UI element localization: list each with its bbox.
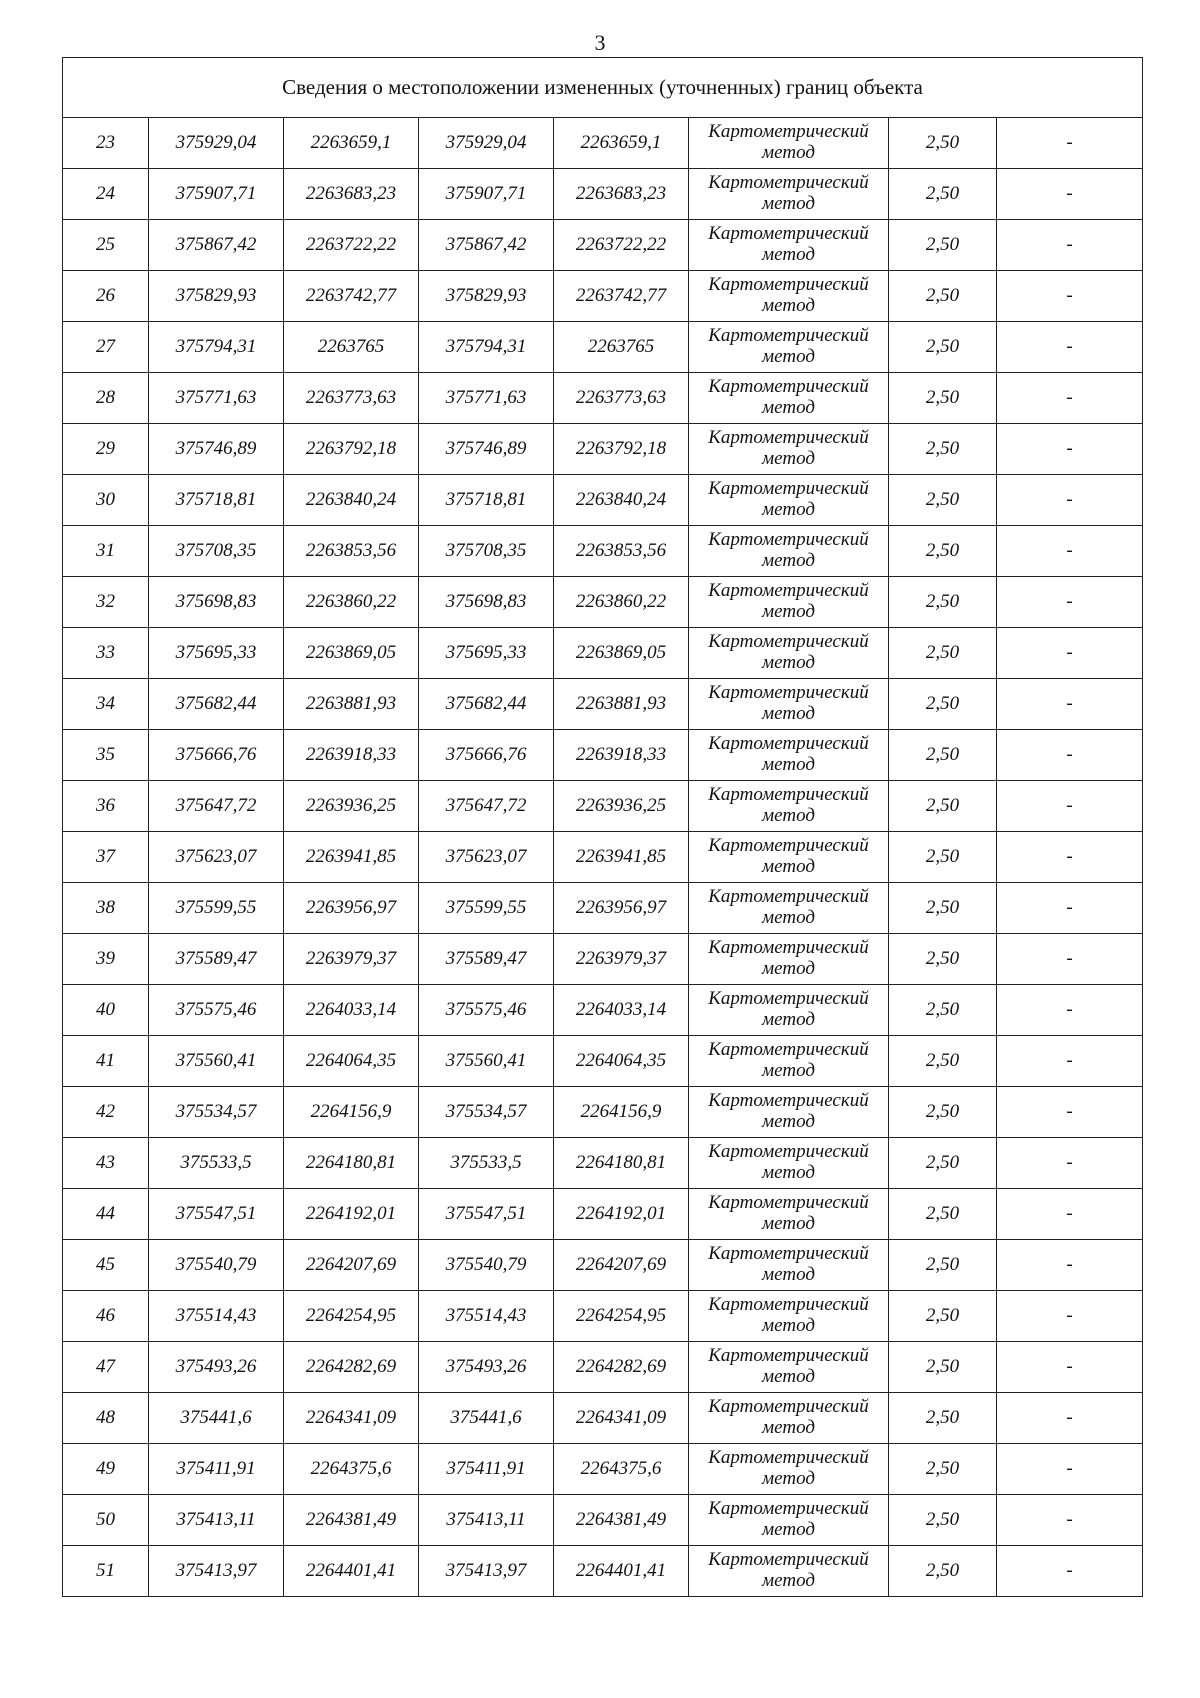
- existing-x-cell: 375698,83: [149, 577, 284, 628]
- note-cell: -: [997, 475, 1143, 526]
- refined-x-cell: 375547,51: [419, 1189, 554, 1240]
- refined-y-cell: 2264033,14: [554, 985, 689, 1036]
- method-cell: Картометрический метод: [689, 475, 889, 526]
- refined-x-cell: 375413,11: [419, 1495, 554, 1546]
- refined-x-cell: 375411,91: [419, 1444, 554, 1495]
- point-number-cell: 27: [63, 322, 149, 373]
- note-cell: -: [997, 1189, 1143, 1240]
- accuracy-cell: 2,50: [889, 373, 997, 424]
- existing-y-cell: 2263765: [284, 322, 419, 373]
- refined-x-cell: 375907,71: [419, 169, 554, 220]
- point-number-cell: 49: [63, 1444, 149, 1495]
- table-row: [63, 271, 1143, 322]
- note-cell: -: [997, 628, 1143, 679]
- accuracy-cell: 2,50: [889, 1240, 997, 1291]
- accuracy-cell: 2,50: [889, 1342, 997, 1393]
- existing-y-cell: 2263869,05: [284, 628, 419, 679]
- table-row: [63, 1444, 1143, 1495]
- page-number: 3: [594, 30, 606, 55]
- note-cell: -: [997, 985, 1143, 1036]
- refined-y-cell: 2264381,49: [554, 1495, 689, 1546]
- note-cell: -: [997, 118, 1143, 169]
- accuracy-cell: 2,50: [889, 883, 997, 934]
- point-number-cell: 46: [63, 1291, 149, 1342]
- accuracy-cell: 2,50: [889, 577, 997, 628]
- point-number-cell: 45: [63, 1240, 149, 1291]
- refined-y-cell: 2263765: [554, 322, 689, 373]
- refined-x-cell: 375746,89: [419, 424, 554, 475]
- existing-y-cell: 2263860,22: [284, 577, 419, 628]
- note-cell: -: [997, 1393, 1143, 1444]
- method-cell: Картометрический метод: [689, 220, 889, 271]
- note-cell: -: [997, 730, 1143, 781]
- method-cell: Картометрический метод: [689, 169, 889, 220]
- existing-y-cell: 2263773,63: [284, 373, 419, 424]
- accuracy-cell: 2,50: [889, 1138, 997, 1189]
- existing-x-cell: 375794,31: [149, 322, 284, 373]
- existing-x-cell: 375575,46: [149, 985, 284, 1036]
- refined-x-cell: 375413,97: [419, 1546, 554, 1597]
- table-row: [63, 1138, 1143, 1189]
- table-row: [63, 118, 1143, 169]
- accuracy-cell: 2,50: [889, 220, 997, 271]
- refined-x-cell: 375666,76: [419, 730, 554, 781]
- note-cell: -: [997, 832, 1143, 883]
- method-cell: Картометрический метод: [689, 1189, 889, 1240]
- existing-y-cell: 2263683,23: [284, 169, 419, 220]
- refined-y-cell: 2263860,22: [554, 577, 689, 628]
- existing-y-cell: 2263722,22: [284, 220, 419, 271]
- accuracy-cell: 2,50: [889, 1393, 997, 1444]
- point-number-cell: 40: [63, 985, 149, 1036]
- table-row: [63, 781, 1143, 832]
- table-row: [63, 832, 1143, 883]
- refined-x-cell: 375560,41: [419, 1036, 554, 1087]
- note-cell: -: [997, 1240, 1143, 1291]
- accuracy-cell: 2,50: [889, 1291, 997, 1342]
- refined-x-cell: 375589,47: [419, 934, 554, 985]
- existing-y-cell: 2264254,95: [284, 1291, 419, 1342]
- existing-y-cell: 2264341,09: [284, 1393, 419, 1444]
- accuracy-cell: 2,50: [889, 934, 997, 985]
- refined-x-cell: 375708,35: [419, 526, 554, 577]
- table-row: [63, 1291, 1143, 1342]
- existing-x-cell: 375829,93: [149, 271, 284, 322]
- existing-x-cell: 375493,26: [149, 1342, 284, 1393]
- method-cell: Картометрический метод: [689, 1087, 889, 1138]
- existing-y-cell: 2263840,24: [284, 475, 419, 526]
- table-row: [63, 730, 1143, 781]
- refined-x-cell: 375829,93: [419, 271, 554, 322]
- accuracy-cell: 2,50: [889, 424, 997, 475]
- accuracy-cell: 2,50: [889, 118, 997, 169]
- accuracy-cell: 2,50: [889, 1087, 997, 1138]
- table-row: [63, 1342, 1143, 1393]
- point-number-cell: 48: [63, 1393, 149, 1444]
- refined-x-cell: 375698,83: [419, 577, 554, 628]
- existing-y-cell: 2264282,69: [284, 1342, 419, 1393]
- existing-y-cell: 2263792,18: [284, 424, 419, 475]
- existing-x-cell: 375599,55: [149, 883, 284, 934]
- method-cell: Картометрический метод: [689, 271, 889, 322]
- method-cell: Картометрический метод: [689, 934, 889, 985]
- accuracy-cell: 2,50: [889, 322, 997, 373]
- refined-y-cell: 2263722,22: [554, 220, 689, 271]
- accuracy-cell: 2,50: [889, 628, 997, 679]
- refined-x-cell: 375533,5: [419, 1138, 554, 1189]
- refined-x-cell: 375771,63: [419, 373, 554, 424]
- refined-y-cell: 2263936,25: [554, 781, 689, 832]
- refined-x-cell: 375647,72: [419, 781, 554, 832]
- refined-x-cell: 375540,79: [419, 1240, 554, 1291]
- method-cell: Картометрический метод: [689, 118, 889, 169]
- refined-y-cell: 2264156,9: [554, 1087, 689, 1138]
- accuracy-cell: 2,50: [889, 730, 997, 781]
- refined-x-cell: 375867,42: [419, 220, 554, 271]
- table-title-row: [63, 58, 1143, 118]
- note-cell: -: [997, 1036, 1143, 1087]
- method-cell: Картометрический метод: [689, 832, 889, 883]
- refined-x-cell: 375794,31: [419, 322, 554, 373]
- existing-x-cell: 375589,47: [149, 934, 284, 985]
- refined-y-cell: 2263683,23: [554, 169, 689, 220]
- refined-x-cell: 375493,26: [419, 1342, 554, 1393]
- method-cell: Картометрический метод: [689, 526, 889, 577]
- point-number-cell: 41: [63, 1036, 149, 1087]
- point-number-cell: 50: [63, 1495, 149, 1546]
- refined-y-cell: 2263881,93: [554, 679, 689, 730]
- table-row: [63, 373, 1143, 424]
- refined-y-cell: 2263792,18: [554, 424, 689, 475]
- refined-x-cell: 375575,46: [419, 985, 554, 1036]
- table-row: [63, 169, 1143, 220]
- existing-x-cell: 375771,63: [149, 373, 284, 424]
- table-row: [63, 424, 1143, 475]
- existing-x-cell: 375929,04: [149, 118, 284, 169]
- existing-x-cell: 375623,07: [149, 832, 284, 883]
- existing-y-cell: 2264156,9: [284, 1087, 419, 1138]
- refined-y-cell: 2263773,63: [554, 373, 689, 424]
- table-row: [63, 985, 1143, 1036]
- refined-y-cell: 2263742,77: [554, 271, 689, 322]
- refined-y-cell: 2264282,69: [554, 1342, 689, 1393]
- method-cell: Картометрический метод: [689, 1138, 889, 1189]
- table-row: [63, 934, 1143, 985]
- existing-x-cell: 375867,42: [149, 220, 284, 271]
- existing-y-cell: 2263853,56: [284, 526, 419, 577]
- table-row: [63, 475, 1143, 526]
- table-row: [63, 1495, 1143, 1546]
- existing-y-cell: 2264180,81: [284, 1138, 419, 1189]
- refined-x-cell: 375599,55: [419, 883, 554, 934]
- method-cell: Картометрический метод: [689, 1342, 889, 1393]
- coordinates-table: [62, 57, 1143, 1597]
- table-row: [63, 883, 1143, 934]
- note-cell: -: [997, 220, 1143, 271]
- table-row: [63, 679, 1143, 730]
- point-number-cell: 38: [63, 883, 149, 934]
- refined-y-cell: 2263941,85: [554, 832, 689, 883]
- note-cell: -: [997, 577, 1143, 628]
- refined-x-cell: 375514,43: [419, 1291, 554, 1342]
- point-number-cell: 31: [63, 526, 149, 577]
- method-cell: Картометрический метод: [689, 1444, 889, 1495]
- note-cell: -: [997, 1546, 1143, 1597]
- existing-x-cell: 375682,44: [149, 679, 284, 730]
- accuracy-cell: 2,50: [889, 271, 997, 322]
- note-cell: -: [997, 934, 1143, 985]
- existing-y-cell: 2263956,97: [284, 883, 419, 934]
- point-number-cell: 33: [63, 628, 149, 679]
- existing-x-cell: 375560,41: [149, 1036, 284, 1087]
- existing-y-cell: 2263936,25: [284, 781, 419, 832]
- method-cell: Картометрический метод: [689, 1291, 889, 1342]
- existing-x-cell: 375695,33: [149, 628, 284, 679]
- method-cell: Картометрический метод: [689, 679, 889, 730]
- note-cell: -: [997, 883, 1143, 934]
- existing-x-cell: 375514,43: [149, 1291, 284, 1342]
- existing-y-cell: 2264064,35: [284, 1036, 419, 1087]
- method-cell: Картометрический метод: [689, 1495, 889, 1546]
- accuracy-cell: 2,50: [889, 526, 997, 577]
- accuracy-cell: 2,50: [889, 1546, 997, 1597]
- refined-x-cell: 375718,81: [419, 475, 554, 526]
- existing-x-cell: 375534,57: [149, 1087, 284, 1138]
- refined-x-cell: 375682,44: [419, 679, 554, 730]
- refined-y-cell: 2263840,24: [554, 475, 689, 526]
- accuracy-cell: 2,50: [889, 985, 997, 1036]
- point-number-cell: 29: [63, 424, 149, 475]
- point-number-cell: 42: [63, 1087, 149, 1138]
- existing-y-cell: 2264207,69: [284, 1240, 419, 1291]
- refined-y-cell: 2263853,56: [554, 526, 689, 577]
- table-title: Сведения о местоположении измененных (уточненных) границ объекта: [63, 58, 1143, 118]
- accuracy-cell: 2,50: [889, 1444, 997, 1495]
- note-cell: -: [997, 1342, 1143, 1393]
- method-cell: Картометрический метод: [689, 883, 889, 934]
- note-cell: -: [997, 424, 1143, 475]
- table-row: [63, 526, 1143, 577]
- accuracy-cell: 2,50: [889, 475, 997, 526]
- note-cell: -: [997, 526, 1143, 577]
- existing-x-cell: 375441,6: [149, 1393, 284, 1444]
- method-cell: Картометрический метод: [689, 1036, 889, 1087]
- existing-x-cell: 375907,71: [149, 169, 284, 220]
- refined-y-cell: 2264401,41: [554, 1546, 689, 1597]
- note-cell: -: [997, 781, 1143, 832]
- refined-y-cell: 2263979,37: [554, 934, 689, 985]
- existing-y-cell: 2263742,77: [284, 271, 419, 322]
- table-row: [63, 628, 1143, 679]
- point-number-cell: 51: [63, 1546, 149, 1597]
- point-number-cell: 30: [63, 475, 149, 526]
- point-number-cell: 28: [63, 373, 149, 424]
- method-cell: Картометрический метод: [689, 1546, 889, 1597]
- existing-x-cell: 375547,51: [149, 1189, 284, 1240]
- existing-x-cell: 375413,97: [149, 1546, 284, 1597]
- table-row: [63, 1087, 1143, 1138]
- point-number-cell: 47: [63, 1342, 149, 1393]
- note-cell: -: [997, 1087, 1143, 1138]
- existing-x-cell: 375746,89: [149, 424, 284, 475]
- existing-y-cell: 2264375,6: [284, 1444, 419, 1495]
- note-cell: -: [997, 373, 1143, 424]
- existing-x-cell: 375411,91: [149, 1444, 284, 1495]
- point-number-cell: 35: [63, 730, 149, 781]
- existing-y-cell: 2263918,33: [284, 730, 419, 781]
- note-cell: -: [997, 271, 1143, 322]
- table-row: [63, 1393, 1143, 1444]
- existing-y-cell: 2263941,85: [284, 832, 419, 883]
- point-number-cell: 32: [63, 577, 149, 628]
- existing-y-cell: 2263881,93: [284, 679, 419, 730]
- point-number-cell: 39: [63, 934, 149, 985]
- method-cell: Картометрический метод: [689, 1393, 889, 1444]
- table-row: [63, 1036, 1143, 1087]
- existing-y-cell: 2264192,01: [284, 1189, 419, 1240]
- method-cell: Картометрический метод: [689, 322, 889, 373]
- note-cell: -: [997, 1291, 1143, 1342]
- table-row: [63, 322, 1143, 373]
- accuracy-cell: 2,50: [889, 1036, 997, 1087]
- accuracy-cell: 2,50: [889, 169, 997, 220]
- refined-y-cell: 2263918,33: [554, 730, 689, 781]
- accuracy-cell: 2,50: [889, 1189, 997, 1240]
- point-number-cell: 36: [63, 781, 149, 832]
- refined-x-cell: 375441,6: [419, 1393, 554, 1444]
- refined-y-cell: 2264064,35: [554, 1036, 689, 1087]
- note-cell: -: [997, 1444, 1143, 1495]
- point-number-cell: 44: [63, 1189, 149, 1240]
- accuracy-cell: 2,50: [889, 781, 997, 832]
- point-number-cell: 23: [63, 118, 149, 169]
- refined-x-cell: 375695,33: [419, 628, 554, 679]
- refined-y-cell: 2263869,05: [554, 628, 689, 679]
- method-cell: Картометрический метод: [689, 985, 889, 1036]
- refined-y-cell: 2263956,97: [554, 883, 689, 934]
- existing-x-cell: 375708,35: [149, 526, 284, 577]
- refined-y-cell: 2264192,01: [554, 1189, 689, 1240]
- table-row: [63, 1240, 1143, 1291]
- refined-x-cell: 375929,04: [419, 118, 554, 169]
- refined-y-cell: 2264375,6: [554, 1444, 689, 1495]
- method-cell: Картометрический метод: [689, 424, 889, 475]
- existing-x-cell: 375647,72: [149, 781, 284, 832]
- point-number-cell: 24: [63, 169, 149, 220]
- refined-x-cell: 375534,57: [419, 1087, 554, 1138]
- note-cell: -: [997, 322, 1143, 373]
- refined-y-cell: 2264341,09: [554, 1393, 689, 1444]
- refined-x-cell: 375623,07: [419, 832, 554, 883]
- method-cell: Картометрический метод: [689, 1240, 889, 1291]
- point-number-cell: 37: [63, 832, 149, 883]
- table-row: [63, 220, 1143, 271]
- point-number-cell: 34: [63, 679, 149, 730]
- table-row: [63, 577, 1143, 628]
- note-cell: -: [997, 679, 1143, 730]
- method-cell: Картометрический метод: [689, 628, 889, 679]
- table-row: [63, 1189, 1143, 1240]
- existing-x-cell: 375413,11: [149, 1495, 284, 1546]
- note-cell: -: [997, 1495, 1143, 1546]
- method-cell: Картометрический метод: [689, 781, 889, 832]
- refined-y-cell: 2264180,81: [554, 1138, 689, 1189]
- accuracy-cell: 2,50: [889, 1495, 997, 1546]
- existing-x-cell: 375533,5: [149, 1138, 284, 1189]
- accuracy-cell: 2,50: [889, 679, 997, 730]
- point-number-cell: 25: [63, 220, 149, 271]
- note-cell: -: [997, 1138, 1143, 1189]
- note-cell: -: [997, 169, 1143, 220]
- method-cell: Картометрический метод: [689, 577, 889, 628]
- existing-x-cell: 375540,79: [149, 1240, 284, 1291]
- table-row: [63, 1546, 1143, 1597]
- existing-y-cell: 2263979,37: [284, 934, 419, 985]
- existing-x-cell: 375666,76: [149, 730, 284, 781]
- method-cell: Картометрический метод: [689, 373, 889, 424]
- existing-y-cell: 2264033,14: [284, 985, 419, 1036]
- existing-y-cell: 2264401,41: [284, 1546, 419, 1597]
- method-cell: Картометрический метод: [689, 730, 889, 781]
- point-number-cell: 26: [63, 271, 149, 322]
- point-number-cell: 43: [63, 1138, 149, 1189]
- refined-y-cell: 2264207,69: [554, 1240, 689, 1291]
- accuracy-cell: 2,50: [889, 832, 997, 883]
- refined-y-cell: 2264254,95: [554, 1291, 689, 1342]
- refined-y-cell: 2263659,1: [554, 118, 689, 169]
- existing-y-cell: 2263659,1: [284, 118, 419, 169]
- existing-x-cell: 375718,81: [149, 475, 284, 526]
- existing-y-cell: 2264381,49: [284, 1495, 419, 1546]
